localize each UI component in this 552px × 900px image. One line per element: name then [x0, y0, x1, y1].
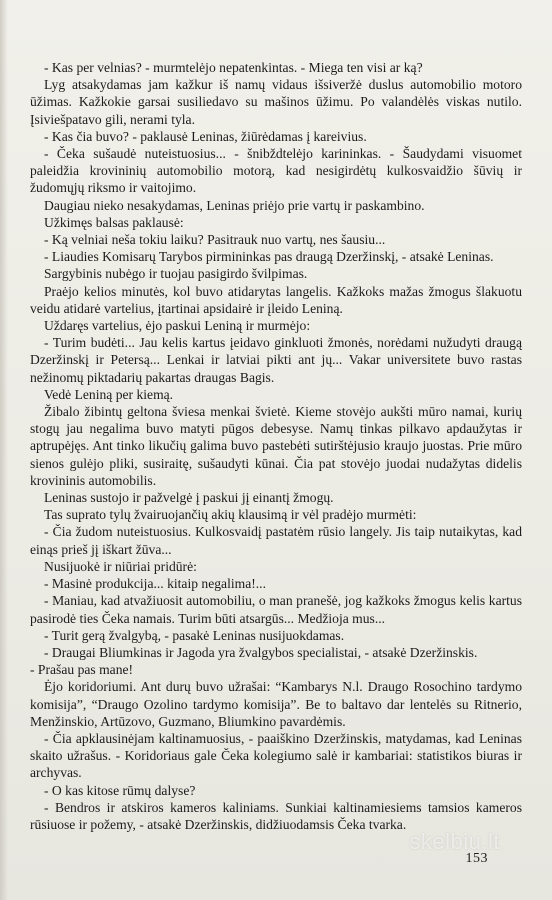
paragraph: - Maniau, kad atvažiuosit automobiliu, o man pranešė, jog kažkoks žmogus kelis kartus pasirodė ties Čeka namais. Turim būti atsargūs... Medžioja mus...: [30, 593, 522, 626]
paragraph: - Draugai Bliumkinas ir Jagoda yra žvalgybos specialistai, - atsakė Dzeržinskis.: [44, 644, 478, 660]
paragraph: Ėjo koridoriumi. Ant durų buvo užrašai: “Kambarys N.l. Draugo Rosochino tardymo komisija”, “Draugo Ozolino tardymo komisija”. Be to baltavo dar lentelės su Ritnerio, Menžinskio, Artūzovo, Guzmano, Bliumkino pavardėmis.: [30, 679, 522, 729]
page-number: 153: [465, 851, 488, 866]
paragraph: - Bendros ir atskiros kameros kaliniams. Sunkiai kaltinamiesiems tamsios kameros rūsiuose ir požemy, - atsakė Dzeržinskis, didžiuodamsis Čeka tvarka.: [30, 799, 522, 832]
paragraph: Nusijuokė ir niūriai pridūrė:: [44, 558, 197, 574]
paragraph: - Čia apklausinėjam kaltinamuosius, - paaiškino Dzeržinskis, matydamas, kad Leninas skaito užrašus. - Koridoriaus gale Čeka kolegiumo salė ir kambariai: statistikos biuras ir archyvas.: [30, 730, 522, 781]
paragraph: Sargybinis nubėgo ir tuojau pasigirdo švilpimas.: [44, 266, 308, 282]
page-text: [30, 59, 522, 833]
paragraph: - Masinė produkcija... kitaip negalima!...: [44, 576, 266, 592]
paragraph: Leninas sustojo ir pažvelgė į paskui jį einantį žmogų.: [44, 490, 334, 506]
paragraph: Vedė Leniną per kiemą.: [44, 386, 174, 402]
paragraph: Daugiau nieko nesakydamas, Leninas priėjo prie vartų ir paskambino.: [44, 197, 425, 213]
paragraph: - Čia žudom nuteistuosius. Kulkosvaidį pastatėm rūsio langely. Jis taip nutaikytas, kad einąs prieš jį iškart žūva...: [30, 524, 522, 557]
paragraph: - Liaudies Komisarų Tarybos pirmininkas pas draugą Dzeržinskį, - atsakė Leninas.: [44, 249, 494, 265]
paragraph: - Kas per velnias? - murmtelėjo nepatenkintas. - Miega ten visi ar ką?: [44, 60, 423, 75]
paragraph: Tas suprato tylų žvairuojančių akių klausimą ir vėl pradėjo murmėti:: [44, 507, 417, 523]
paragraph: Uždaręs vartelius, ėjo paskui Leniną ir murmėjo:: [44, 318, 311, 334]
paragraph: - O kas kitose rūmų dalyse?: [44, 782, 196, 798]
paragraph: Lyg atsakydamas jam kažkur iš namų vidaus išsiveržė duslus automobilio motoro ūžimas. Kažkokie garsai susiliedavo su mašinos ūžimu. Po valandėlės viskas nutilo. Įsiviešpatavo gili, nerami tyla.: [30, 77, 522, 127]
paragraph: - Ką velniai neša tokiu laiku? Pasitrauk nuo vartų, nes šausiu...: [44, 232, 386, 248]
paragraph: - Čeka sušaudė nuteistuosius... - šnibždtelėjo karininkas. - Šaudydami visuomet paleidžia krovininių automobilio motorą, kad nesigirdėtų kulkosvaidžio šūvių ir žudomųjų riksmo ir vaitojimo.: [30, 146, 522, 196]
watermark: skelbiu.lt: [409, 829, 500, 854]
paragraph: Žibalo žibintų geltona šviesa menkai švietė. Kieme stovėjo aukšti mūro namai, kurių stogų jau negalima buvo matyti pūgos debesyse. Namų tinkas pilkavo apdaužytas ir aptrupėjęs. Ant tinko likučių galima buvo pastebėti sutirštėjusio kraujo juostas. Prie mūro sienos gulėjo pliki, susiraitę, sušaudyti kūnai. Čia pat stovėjo juodai nudažytas didelis krovininis automobilis.: [30, 404, 522, 488]
paragraph: - Turit gerą žvalgybą, - pasakė Leninas nusijuokdamas.: [44, 627, 345, 643]
paragraph: Užkimęs balsas paklausė:: [44, 214, 184, 230]
page-edge-shadow: [0, 0, 8, 900]
paragraph: - Prašau pas mane!: [30, 662, 134, 678]
paragraph: - Turim budėti... Jau kelis kartus įeidavo ginkluoti žmonės, norėdami nužudyti draugą Dzeržinskį ir Petersą... Lenkai ir latviai pikti ant jų... Vakar universitete buvo rastas nežinomų piktadarių pakartas draugas Bagis.: [30, 335, 522, 385]
paragraph: - Kas čia buvo? - paklausė Leninas, žiūrėdamas į kareivius.: [44, 128, 367, 144]
paragraph: Praėjo kelios minutės, kol buvo atidarytas langelis. Kažkoks mažas žmogus šlakuotu veidu atidarė vartelius, įtartinai apsidairė ir įleido Leniną.: [30, 283, 522, 316]
